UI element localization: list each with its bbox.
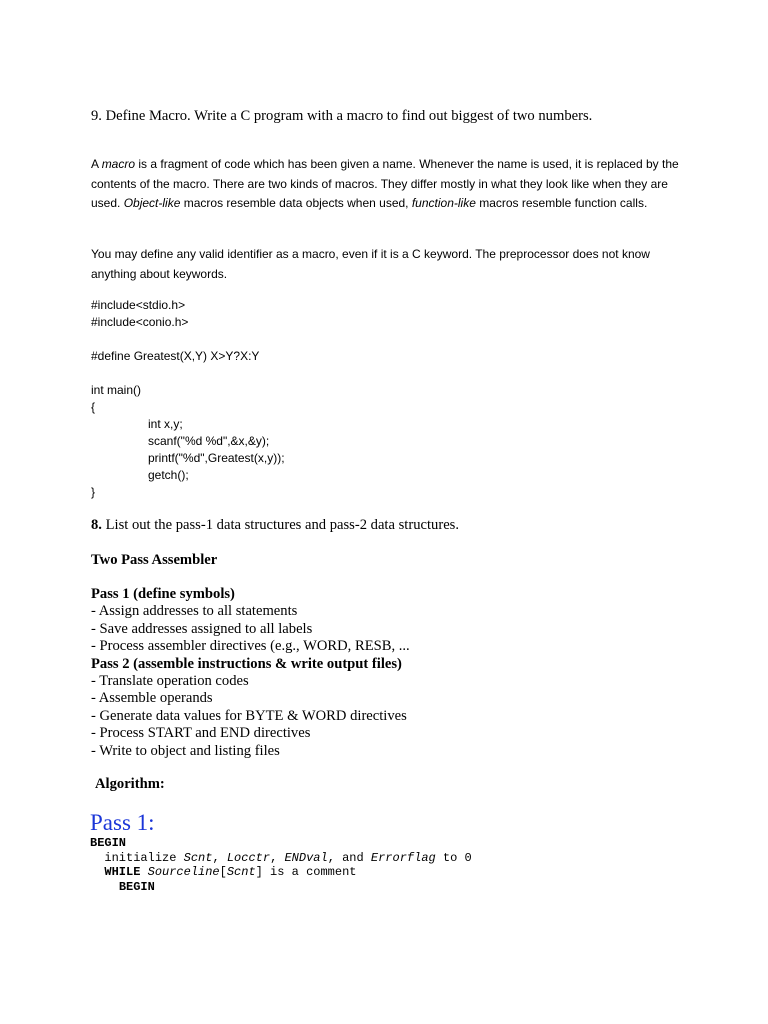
code-var: Scnt (183, 850, 213, 865)
code-line (90, 880, 472, 895)
code-var: Errorflag (370, 850, 436, 865)
code-line: #include<stdio.h> (91, 298, 186, 312)
c-program-listing (91, 297, 285, 501)
code-line-indented (91, 450, 285, 467)
para-term-macro: macro (101, 157, 136, 171)
code-text (140, 865, 147, 879)
code-var: Locctr (226, 850, 271, 865)
list-item: - Generate data values for BYTE & WORD directives (91, 707, 407, 724)
macro-keyword-paragraph: You may define any valid identifier as a macro, even if it is a C keyword. The preprocessor does not know anything about keywords. (91, 247, 650, 281)
code-line (90, 851, 472, 866)
pass1-title-text: Pass 1 (90, 810, 149, 835)
question-8-number: 8. (91, 517, 102, 533)
pass1-title (90, 810, 155, 836)
code-keyword: BEGIN (118, 879, 155, 894)
list-item: - Process START and END directives (91, 725, 311, 742)
list-item: - Assemble operands (91, 690, 213, 707)
code-line: #include<conio.h> (91, 315, 189, 329)
code-keyword: WHILE (104, 865, 141, 879)
para-term-object-like: Object-like (123, 196, 181, 210)
question-8-body: List out the pass-1 data structures and pass-2 data structures. (101, 517, 460, 533)
pass1-heading: Pass 1 (define symbols) (91, 586, 235, 602)
code-text: printf("%d",Greatest(x,y)); (148, 451, 285, 465)
code-var: Sourceline (147, 865, 220, 879)
code-blank-line (91, 331, 285, 348)
code-text: scanf("%d %d",&x,&y); (148, 434, 270, 448)
macro-definition-paragraph (91, 155, 691, 214)
question-8-text (91, 517, 459, 534)
para-text: macros resemble function calls. (475, 196, 648, 210)
code-line-indented (91, 433, 285, 450)
code-line: int main() (91, 383, 142, 397)
code-line: BEGIN (90, 836, 127, 850)
code-text: , (270, 850, 285, 865)
question-9-text: 9. Define Macro. Write a C program with a macro to find out biggest of two numbers. (91, 108, 593, 124)
two-pass-heading: Two Pass Assembler (91, 552, 218, 568)
code-text: , (212, 850, 227, 865)
code-text: , and (327, 850, 371, 865)
code-text: to 0 (435, 850, 472, 865)
code-line: #define Greatest(X,Y) X>Y?X:Y (91, 349, 260, 363)
code-line: { (91, 400, 96, 414)
para-term-function-like: function-like (411, 196, 476, 210)
code-line: } (91, 485, 96, 499)
list-item: - Process assembler directives (e.g., WORD, RESB, ... (91, 638, 410, 655)
code-text: ] is a comment (255, 865, 357, 879)
list-item: - Assign addresses to all statements (91, 603, 298, 620)
list-item: - Write to object and listing files (91, 742, 280, 759)
pass1-algorithm-code (90, 836, 472, 894)
code-line-indented (91, 467, 285, 484)
code-line-indented (91, 416, 285, 433)
para-text: macros resemble data objects when used, (180, 196, 412, 210)
code-var: ENDval (284, 850, 328, 865)
code-text: initialize (104, 850, 184, 865)
para-text: A (91, 157, 102, 171)
pass1-title-colon: : (148, 810, 155, 835)
code-text: [ (219, 865, 227, 879)
code-line (90, 865, 472, 880)
code-text: getch(); (148, 468, 189, 482)
para-text: is a fragment of code which has been given a name. Whenever the name is used, it is replaced by the contents of the macro. There are two kinds of macros. They differ mostly in what they look like when they are used. (91, 157, 679, 210)
pass-description-list (91, 586, 410, 760)
code-blank-line (91, 365, 285, 382)
list-item: - Translate operation codes (91, 673, 249, 690)
code-var: Scnt (226, 865, 256, 879)
list-item: - Save addresses assigned to all labels (91, 620, 313, 637)
code-text: int x,y; (148, 417, 183, 431)
pass2-heading: Pass 2 (assemble instructions & write output files) (91, 655, 402, 672)
algorithm-label: Algorithm: (95, 776, 165, 792)
